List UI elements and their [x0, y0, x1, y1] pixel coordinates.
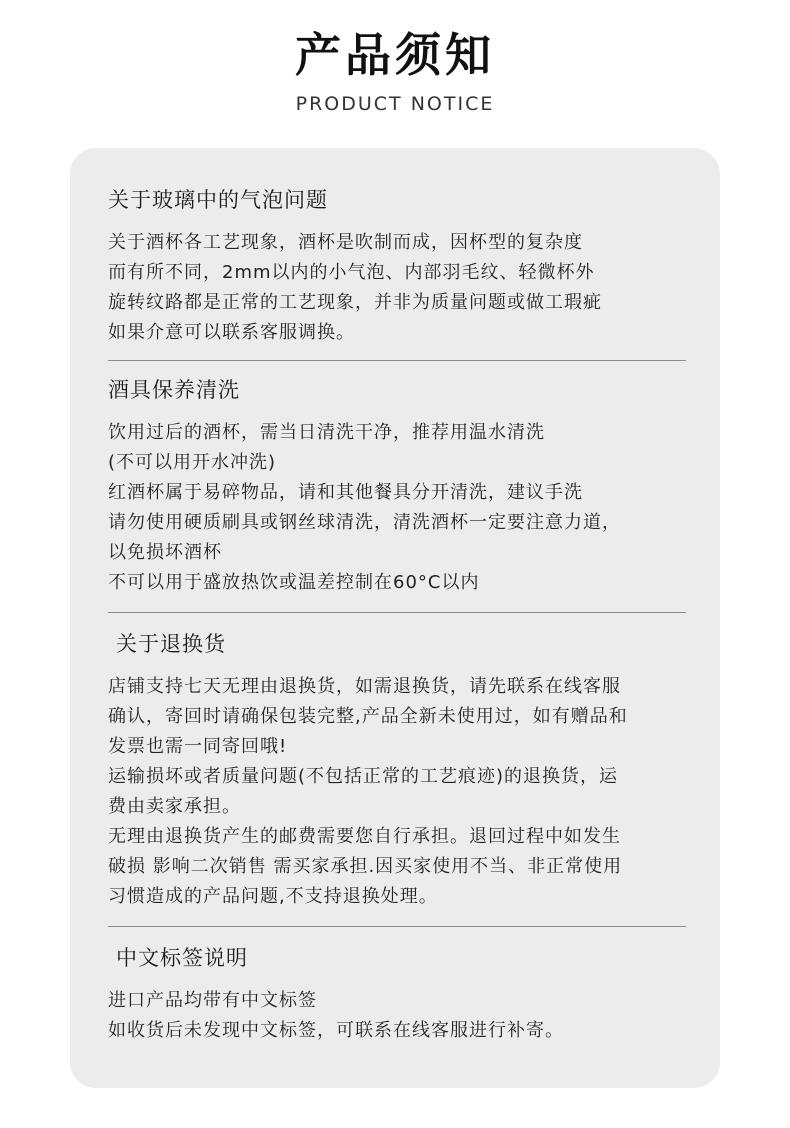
section-line: 而有所不同，2mm以内的小气泡、内部羽毛纹、轻微杯外	[108, 262, 595, 283]
section-line: 运输损坏或者质量问题(不包括正常的工艺痕迹)的退换货，运	[108, 766, 619, 787]
section-divider	[108, 360, 686, 361]
section-returns	[108, 630, 688, 912]
section-line: 如收货后未发现中文标签，可联系在线客服进行补寄。	[108, 1020, 564, 1041]
section-line: 破损 影响二次销售 需买家承担.因买家使用不当、非正常使用	[108, 856, 623, 877]
section-heading: 关于退换货	[116, 632, 226, 656]
section-line: 以免损坏酒杯	[108, 542, 222, 563]
section-line: 无理由退换货产生的邮费需要您自行承担。退回过程中如发生	[108, 826, 621, 847]
section-line: 饮用过后的酒杯，需当日清洗干净，推荐用温水清洗	[108, 422, 545, 443]
section-divider	[108, 612, 686, 613]
section-line: 习惯造成的产品问题,不支持退换处理。	[108, 886, 438, 907]
section-line: 发票也需一同寄回哦!	[108, 736, 288, 757]
section-line: 进口产品均带有中文标签	[108, 990, 317, 1011]
page-title: 产品须知	[295, 28, 495, 82]
section-line: 旋转纹路都是正常的工艺现象，并非为质量问题或做工瑕疵	[108, 292, 602, 313]
section-divider	[108, 926, 686, 927]
section-line: 费由卖家承担。	[108, 796, 241, 817]
section-care-cleaning	[108, 376, 688, 598]
section-heading: 中文标签说明	[116, 946, 248, 970]
section-line: 不可以用于盛放热饮或温差控制在60°C以内	[108, 572, 480, 593]
notice-card	[70, 148, 720, 1088]
page-subtitle: PRODUCT NOTICE	[295, 93, 495, 115]
section-glass-bubbles	[108, 186, 688, 348]
section-line: 关于酒杯各工艺现象，酒杯是吹制而成，因杯型的复杂度	[108, 232, 583, 253]
section-heading: 酒具保养清洗	[108, 378, 240, 402]
section-chinese-label	[108, 944, 688, 1046]
section-line: 确认，寄回时请确保包装完整,产品全新未使用过，如有赠品和	[108, 706, 628, 727]
section-line: 红酒杯属于易碎物品，请和其他餐具分开清洗，建议手洗	[108, 482, 583, 503]
section-line: 如果介意可以联系客服调换。	[108, 322, 355, 343]
section-line: 店铺支持七天无理由退换货，如需退换货，请先联系在线客服	[108, 676, 621, 697]
section-heading: 关于玻璃中的气泡问题	[108, 188, 328, 212]
section-line: (不可以用开水冲洗)	[108, 452, 277, 473]
section-line: 请勿使用硬质刷具或钢丝球清洗，清洗酒杯一定要注意力道，	[108, 512, 621, 533]
